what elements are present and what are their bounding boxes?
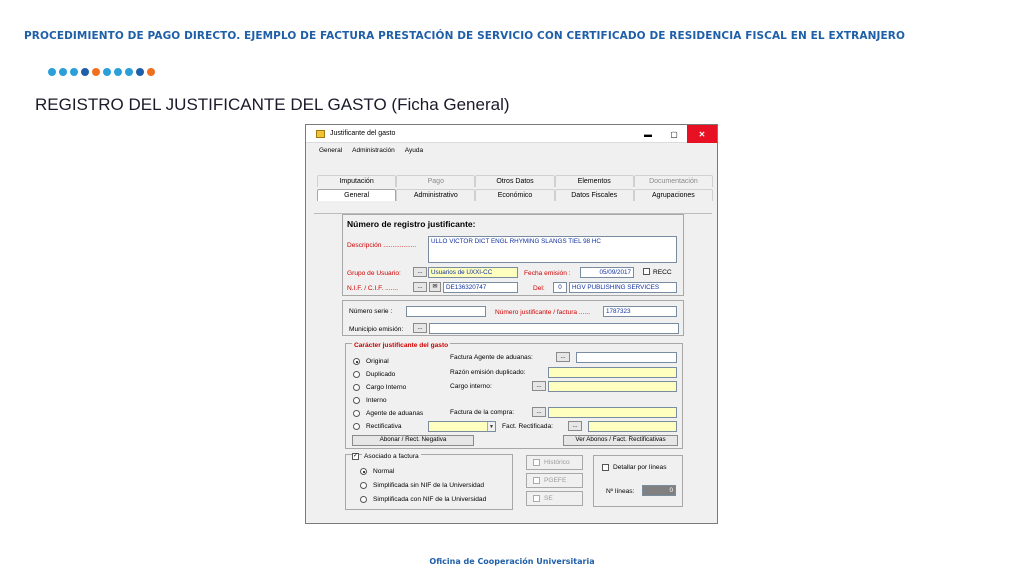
grupo-usuario-lookup-button[interactable]: ... bbox=[413, 267, 427, 277]
radio-cargo-interno[interactable] bbox=[353, 384, 360, 391]
decorative-dot bbox=[114, 68, 122, 76]
se-label: SE bbox=[544, 495, 553, 502]
historico-checkbox[interactable] bbox=[533, 459, 540, 466]
num-lineas-input: 0 bbox=[642, 485, 676, 496]
decorative-dots bbox=[48, 68, 155, 76]
maximize-button[interactable]: ▢ bbox=[670, 129, 678, 139]
tabs-bottom-row bbox=[317, 189, 713, 201]
numero-justificante-input[interactable]: 1787323 bbox=[603, 306, 677, 317]
nif-label: N.I.F. / C.I.F. ....... bbox=[347, 285, 398, 292]
detallar-lineas-label: Detallar por líneas bbox=[613, 464, 667, 471]
se-box bbox=[526, 491, 583, 506]
registro-group bbox=[342, 214, 684, 296]
factura-compra-label: Factura de la compra: bbox=[450, 409, 515, 416]
option-rectificativa-label: Rectificativa bbox=[366, 423, 402, 430]
cargo-interno-lookup-button[interactable]: ... bbox=[532, 381, 546, 391]
tab-pago[interactable]: Pago bbox=[396, 175, 475, 187]
decorative-dot bbox=[147, 68, 155, 76]
justificante-window bbox=[305, 124, 718, 524]
tab-general[interactable]: General bbox=[317, 189, 396, 201]
radio-simplificada-con-nif[interactable] bbox=[360, 496, 367, 503]
nif-input[interactable]: DE136320747 bbox=[443, 282, 518, 293]
option-agente-aduanas-label: Agente de aduanas bbox=[366, 410, 424, 417]
minimize-button[interactable]: ▬ bbox=[644, 129, 652, 139]
close-button[interactable]: ✕ bbox=[687, 125, 717, 143]
cargo-interno-input[interactable] bbox=[548, 381, 677, 392]
se-checkbox[interactable] bbox=[533, 495, 540, 502]
fecha-emision-label: Fecha emisión : bbox=[524, 270, 571, 277]
factura-agente-lookup-button[interactable]: ... bbox=[556, 352, 570, 362]
factura-agente-label: Factura Agente de aduanas: bbox=[450, 354, 533, 361]
historico-box bbox=[526, 455, 583, 470]
del-input[interactable]: 0 bbox=[553, 282, 567, 293]
proveedor-input[interactable]: HGV PUBLISHING SERVICES bbox=[569, 282, 677, 293]
razon-duplicado-label: Razón emisión duplicado: bbox=[450, 369, 526, 376]
tab-datos-fiscales[interactable]: Datos Fiscales bbox=[555, 189, 634, 201]
tabs-top-row bbox=[317, 175, 713, 187]
decorative-dot bbox=[59, 68, 67, 76]
abonar-button[interactable]: Abonar / Rect. Negativa bbox=[352, 435, 474, 446]
radio-simplificada-sin-nif[interactable] bbox=[360, 482, 367, 489]
slide-title: REGISTRO DEL JUSTIFICANTE DEL GASTO (Ficha General) bbox=[35, 95, 510, 114]
option-interno-label: Interno bbox=[366, 397, 387, 404]
rectificativa-select[interactable] bbox=[428, 421, 496, 432]
slide-header: PROCEDIMIENTO DE PAGO DIRECTO. EJEMPLO DE FACTURA PRESTACIÓN DE SERVICIO CON CERTIFICADO DE RESIDENCIA FISCAL EN EL EXTRANJERO bbox=[24, 30, 905, 42]
registro-title: Número de registro justificante: bbox=[347, 219, 476, 229]
tab-elementos[interactable]: Elementos bbox=[555, 175, 634, 187]
option-original-label: Original bbox=[366, 358, 389, 365]
radio-agente-aduanas[interactable] bbox=[353, 410, 360, 417]
decorative-dot bbox=[70, 68, 78, 76]
tab-agrupaciones[interactable]: Agrupaciones bbox=[634, 189, 713, 201]
grupo-usuario-label: Grupo de Usuario: bbox=[347, 270, 401, 277]
razon-duplicado-input[interactable] bbox=[548, 367, 677, 378]
folder-icon bbox=[316, 130, 325, 138]
fact-rectificada-input[interactable] bbox=[588, 421, 677, 432]
option-simplificada-con-nif-label: Simplificada con NIF de la Universidad bbox=[373, 496, 487, 503]
grupo-usuario-input[interactable]: Usuarios de UXXI-CC bbox=[428, 267, 518, 278]
window-titlebar[interactable] bbox=[306, 125, 717, 143]
radio-rectificativa[interactable] bbox=[353, 423, 360, 430]
tab-documentacion[interactable]: Documentación bbox=[634, 175, 713, 187]
menu-general[interactable]: General bbox=[319, 146, 343, 154]
envelope-icon[interactable]: ✉ bbox=[429, 282, 441, 292]
numero-serie-label: Número serie : bbox=[349, 308, 393, 315]
historico-label: Histórico bbox=[544, 459, 570, 466]
asociado-group bbox=[345, 454, 513, 510]
numero-group bbox=[342, 300, 684, 336]
decorative-dot bbox=[136, 68, 144, 76]
factura-agente-input[interactable] bbox=[576, 352, 677, 363]
del-label: Del: bbox=[533, 285, 545, 292]
pgefe-checkbox[interactable] bbox=[533, 477, 540, 484]
radio-interno[interactable] bbox=[353, 397, 360, 404]
tab-imputacion[interactable]: Imputación bbox=[317, 175, 396, 187]
decorative-dot bbox=[48, 68, 56, 76]
fecha-emision-input[interactable]: 05/09/2017 bbox=[580, 267, 634, 278]
option-duplicado-label: Duplicado bbox=[366, 371, 396, 378]
recc-checkbox[interactable] bbox=[643, 268, 650, 275]
factura-compra-lookup-button[interactable]: ... bbox=[532, 407, 546, 417]
municipio-label: Municipio emisión: bbox=[349, 326, 404, 333]
numero-justificante-label: Número justificante / factura ...... bbox=[495, 309, 590, 316]
slide-footer: Oficina de Cooperación Universitaria bbox=[429, 557, 595, 566]
option-simplificada-sin-nif-label: Simplificada sin NIF de la Universidad bbox=[373, 482, 485, 489]
asociado-label: Asociado a factura bbox=[364, 453, 419, 460]
asociado-checkbox[interactable]: ✓ bbox=[353, 453, 359, 459]
pgefe-box bbox=[526, 473, 583, 488]
pgefe-label: PGEFE bbox=[544, 477, 567, 484]
nif-lookup-button[interactable]: ... bbox=[413, 282, 427, 292]
municipio-lookup-button[interactable]: ... bbox=[413, 323, 427, 333]
radio-normal[interactable] bbox=[360, 468, 367, 475]
tab-economico[interactable]: Económico bbox=[475, 189, 554, 201]
decorative-dot bbox=[81, 68, 89, 76]
caracter-group bbox=[345, 343, 683, 449]
decorative-dot bbox=[92, 68, 100, 76]
general-panel bbox=[314, 213, 712, 518]
recc-label: RECC bbox=[653, 269, 672, 276]
descripcion-label: Descripción .................. bbox=[347, 242, 417, 249]
menubar bbox=[306, 143, 717, 157]
window-title: Justificante del gasto bbox=[330, 130, 396, 137]
option-cargo-interno-label: Cargo Interno bbox=[366, 384, 407, 391]
fact-rectificada-lookup-button[interactable]: ... bbox=[568, 421, 582, 431]
caracter-title: Carácter justificante del gasto bbox=[354, 342, 449, 349]
chevron-down-icon[interactable]: ▼ bbox=[487, 422, 495, 431]
decorative-dot bbox=[103, 68, 111, 76]
menu-administracion[interactable]: Administración bbox=[352, 146, 395, 154]
detallar-lineas-checkbox[interactable] bbox=[602, 464, 609, 471]
lineas-box bbox=[593, 455, 683, 507]
municipio-input[interactable] bbox=[429, 323, 679, 334]
tab-administrativo[interactable]: Administrativo bbox=[396, 189, 475, 201]
cargo-interno-label: Cargo interno: bbox=[450, 383, 492, 390]
ver-abonos-button[interactable]: Ver Abonos / Fact. Rectificativas bbox=[563, 435, 678, 446]
fact-rectificada-label: Fact. Rectificada: bbox=[502, 423, 553, 430]
tab-otros-datos[interactable]: Otros Datos bbox=[475, 175, 554, 187]
radio-original[interactable] bbox=[353, 358, 360, 365]
num-lineas-label: Nº líneas: bbox=[606, 488, 635, 495]
menu-ayuda[interactable]: Ayuda bbox=[404, 146, 424, 154]
decorative-dot bbox=[125, 68, 133, 76]
descripcion-input[interactable]: ULLO VICTOR DICT ENGL RHYMING SLANGS TIEL 98 HC bbox=[428, 236, 677, 263]
option-normal-label: Normal bbox=[373, 468, 395, 475]
factura-compra-input[interactable] bbox=[548, 407, 677, 418]
numero-serie-input[interactable] bbox=[406, 306, 486, 317]
radio-duplicado[interactable] bbox=[353, 371, 360, 378]
